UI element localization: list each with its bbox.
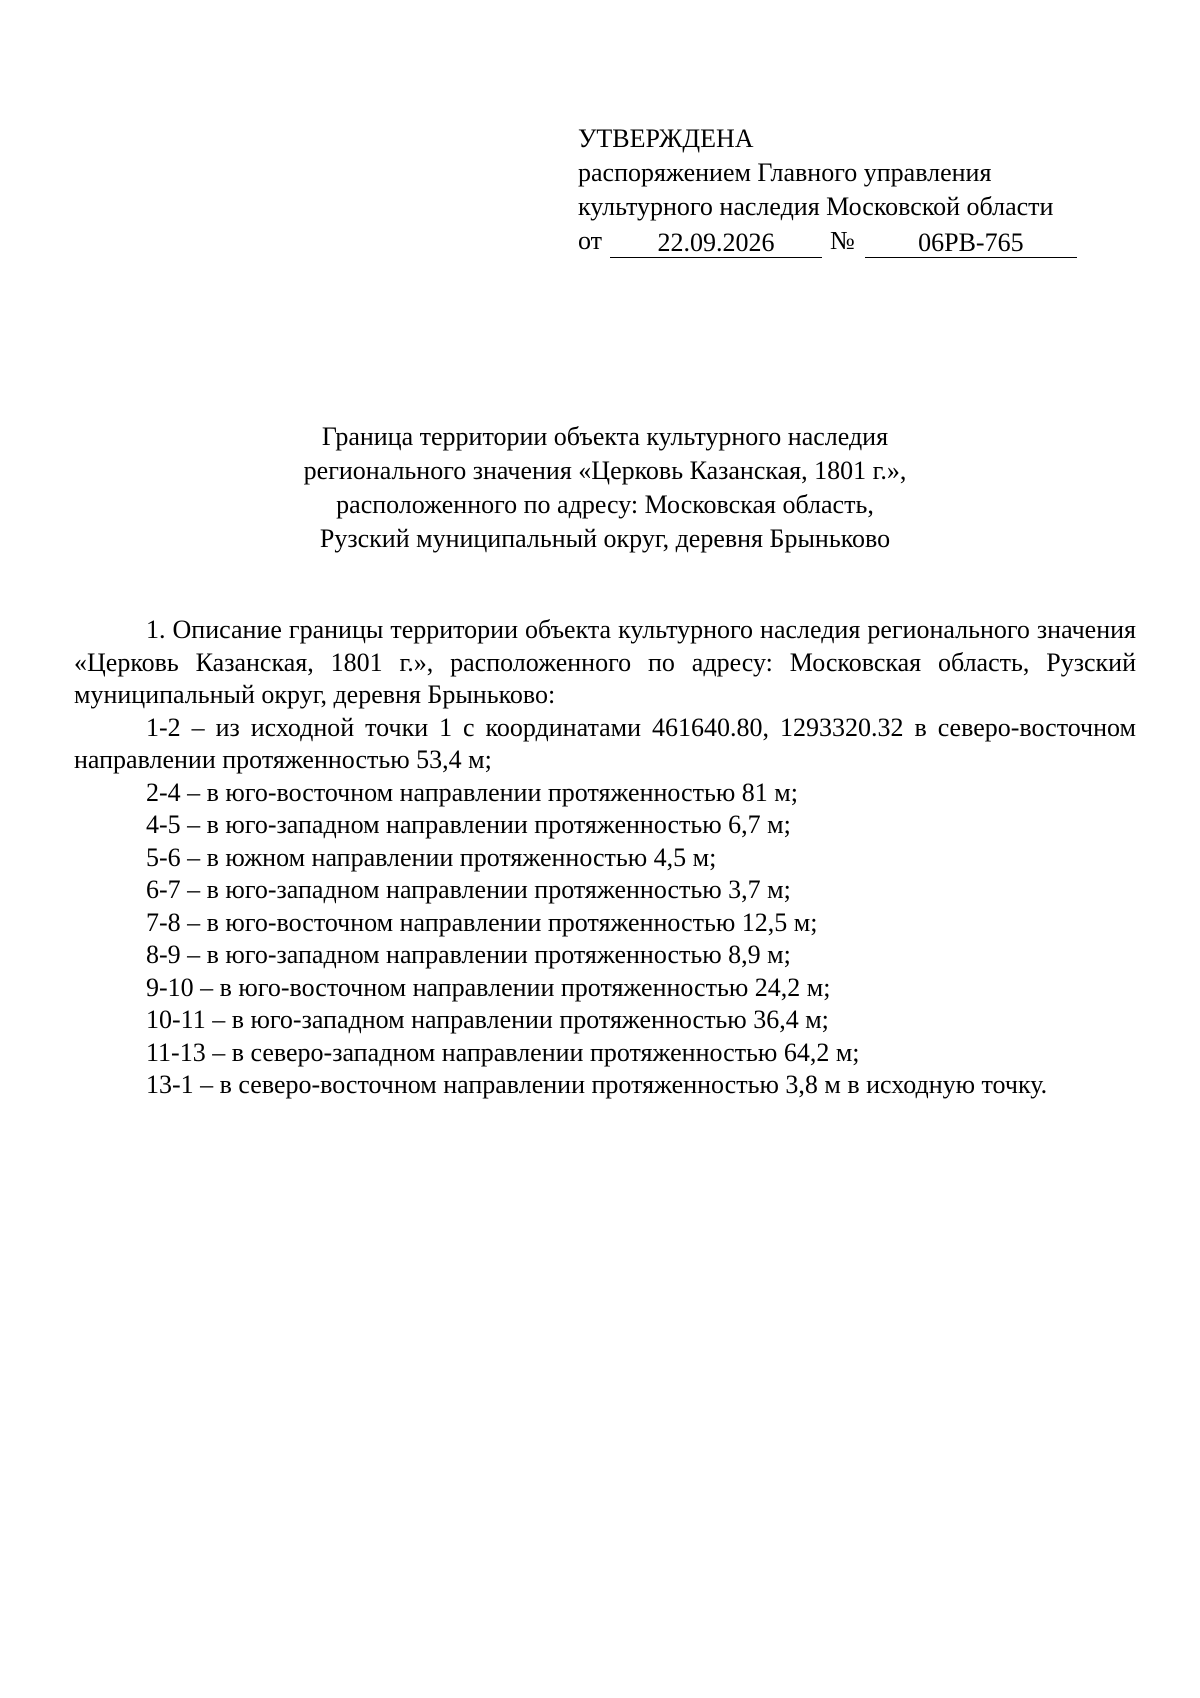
title-line-1: Граница территории объекта культурного наследия [321, 422, 889, 451]
document-title [200, 420, 1010, 556]
segment-item: 1-2 – из исходной точки 1 с координатами 461640.80, 1293320.32 в северо-восточном направлении протяженностью 53,4 м; [74, 712, 1136, 774]
segment-item: 7-8 – в юго-восточном направлении протяженностью 12,5 м; [146, 907, 818, 937]
segment-item: 11-13 – в северо-западном направлении протяженностью 64,2 м; [146, 1037, 860, 1067]
title-line-3: расположенного по адресу: Московская область, [336, 490, 874, 519]
segment-item: 10-11 – в юго-западном направлении протяженностью 36,4 м; [146, 1005, 829, 1034]
document-body [74, 614, 1136, 1102]
approval-date: 22.09.2026 [610, 229, 822, 258]
segment-item: 13-1 – в северо-восточном направлении протяженностью 3,8 м в исходную точку. [146, 1070, 1048, 1099]
segment-item: 9-10 – в юго-восточном направлении протяженностью 24,2 м; [146, 972, 831, 1002]
from-label: от [578, 226, 603, 255]
title-line-4: Рузский муниципальный округ, деревня Брыньково [319, 524, 891, 553]
segment-item: 2-4 – в юго-восточном направлении протяженностью 81 м; [146, 777, 798, 807]
number-label: № [830, 226, 855, 255]
title-line-2: регионального значения «Церковь Казанская, 1801 г.», [303, 456, 907, 485]
segment-item: 8-9 – в юго-западном направлении протяженностью 8,9 м; [146, 940, 791, 969]
approval-line-1: распоряжением Главного управления [578, 158, 992, 187]
intro-paragraph: 1. Описание границы территории объекта культурного наследия регионального значения «Церковь Казанская, 1801 г.», расположенного по адресу: Московская область, Рузский муниципальный округ, деревня Брыньково: [74, 615, 1136, 709]
segment-item: 6-7 – в юго-западном направлении протяженностью 3,7 м; [146, 875, 791, 904]
approval-heading: УТВЕРЖДЕНА [578, 124, 754, 153]
approval-number: 06РВ-765 [865, 229, 1077, 258]
approval-line-2: культурного наследия Московской области [578, 192, 1054, 221]
approval-date-number-row [578, 224, 1078, 258]
approval-stamp-block [578, 122, 1078, 258]
segment-item: 5-6 – в южном направлении протяженностью 4,5 м; [146, 842, 717, 872]
segment-item: 4-5 – в юго-западном направлении протяженностью 6,7 м; [146, 810, 791, 839]
